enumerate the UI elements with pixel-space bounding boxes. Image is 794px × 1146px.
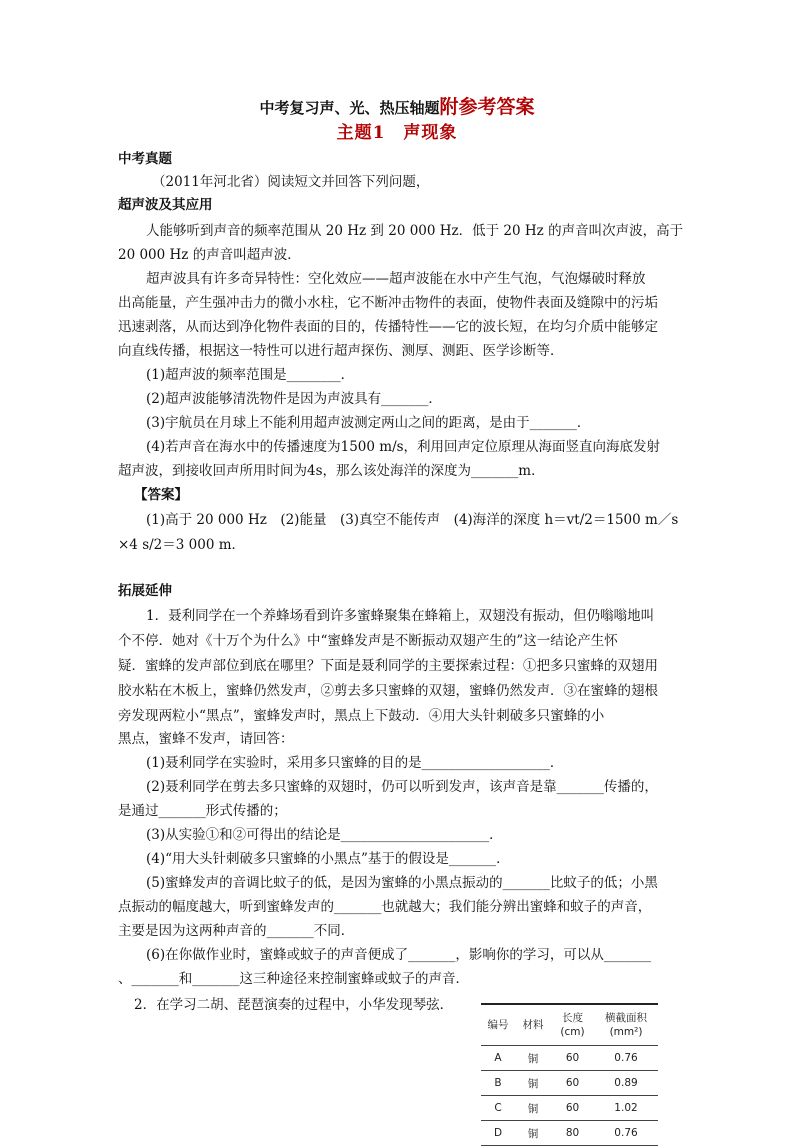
document-title [0,96,794,119]
problem1-question-6-line: 、_______和_______这三种途径来控制蜜蜂或蚊子的声音． [118,971,469,987]
title-main: 中考复习声、光、热压轴题 [259,99,440,117]
problem2-text: 2．在学习二胡、琵琶演奏的过程中，小华发现琴弦． [134,997,454,1013]
string-spec-table [481,1003,658,1146]
table-cell: 60 [551,1096,594,1121]
problem1-question-2-line: (2)聂利同学在剪去多只蜜蜂的双翅时，仍可以听到发声，该声音是靠_______传播的， [146,779,658,795]
problem1-question-4: (4)“用大头针刺破多只蜜蜂的小黑点”基于的假设是_______． [146,851,510,867]
table-header-cell: 编号 [481,1004,515,1046]
table-cell: A [481,1046,515,1071]
problem1-text-line: 个不停．她对《十万个为什么》中“蜜蜂发声是不断振动双翅产生的”这一结论产生怀 [118,633,618,649]
article-para1-line: 人能够听到声音的频率范围从 20 Hz 到 20 000 Hz．低于 20 Hz 的声音叫次声波，高于 [146,223,684,239]
exam-question-3: (3)宇航员在月球上不能利用超声波测定两山之间的距离，是由于_______． [146,415,591,431]
problem1-text-line: 黑点，蜜蜂不发声，请回答： [118,731,294,747]
answer-label: 【答案】 [134,487,188,503]
table-cell: 1.02 [594,1096,658,1121]
table-cell: 60 [551,1046,594,1071]
article-para2-line: 迅速剥落，从而达到净化物件表面的目的，传播特性——它的波长短，在均匀介质中能够定 [118,319,658,335]
title-suffix: 附参考答案 [439,96,535,118]
table-row [481,1096,658,1121]
problem1-question-1: (1)聂利同学在实验时，采用多只蜜蜂的目的是___________________． [146,755,564,771]
problem1-text-line: 疑．蜜蜂的发声部位到底在哪里？下面是聂利同学的主要探索过程：①把多只蜜蜂的双翅用 [118,658,658,674]
table-cell: B [481,1071,515,1096]
table-header-cell: 长度 (cm) [551,1004,594,1046]
table-row [481,1121,658,1146]
exam-question-4-line: 超声波，到接收回声所用时间为4s，那么该处海洋的深度为_______m． [118,463,545,479]
table-cell: 铜 [515,1096,551,1121]
table-header-cell: 横截面积 (mm²) [594,1004,658,1046]
exam-question-1: (1)超声波的频率范围是________． [146,367,355,383]
table-header-cell: 材料 [515,1004,551,1046]
answer-line: ×4 s/2＝3 000 m． [118,537,245,553]
table-cell: 60 [551,1071,594,1096]
table-cell: 0.76 [594,1046,658,1071]
problem1-question-5-line: 主要是因为这两种声音的_______不同． [118,923,355,939]
problem1-question-6-line: (6)在你做作业时，蜜蜂或蚊子的声音便成了_______，影响你的学习，可以从_______ [146,947,652,963]
answer-line: (1)高于 20 000 Hz (2)能量 (3)真空不能传声 (4)海洋的深度 h＝vt/2＝1500 m／s [146,512,679,528]
article-para1-line: 20 000 Hz 的声音叫超声波． [118,247,301,263]
topic-subtitle: 主题1 声现象 [336,123,458,143]
problem1-text-line: 旁发现两粒小“黑点”，蜜蜂发声时，黑点上下鼓动．④用大头针刺破多只蜜蜂的小 [118,708,605,724]
article-para2-line: 向直线传播，根据这一特性可以进行超声探伤、测厚、测距、医学诊断等． [118,343,564,359]
table-cell: 0.76 [594,1121,658,1146]
exam-question-4-line: (4)若声音在海水中的传播速度为1500 m/s，利用回声定位原理从海面竖直向海底发射 [146,439,661,455]
article-title: 超声波及其应用 [118,197,213,213]
table-cell: 铜 [515,1121,551,1146]
problem1-question-3: (3)从实验①和②可得出的结论是______________________． [146,827,503,843]
section-heading-extension: 拓展延伸 [118,583,172,599]
problem1-question-2-line: 是通过_______形式传播的； [118,803,287,819]
table-cell: 80 [551,1121,594,1146]
problem1-question-5-line: (5)蜜蜂发声的音调比蚊子的低，是因为蜜蜂的小黑点振动的_______比蚊子的低；小黑 [146,875,658,891]
exam-question-2: (2)超声波能够清洗物件是因为声波具有_______． [146,391,442,407]
problem1-text-line: 胶水粘在木板上，蜜蜂仍然发声，②剪去多只蜜蜂的双翅，蜜蜂仍然发声．③在蜜蜂的翅根 [118,683,658,699]
table-row [481,1046,658,1071]
table-cell: D [481,1121,515,1146]
problem1-question-5-line: 点振动的幅度越大，听到蜜蜂发声的_______也就越大；我们能分辨出蜜蜂和蚊子的声音， [118,899,652,915]
table-row [481,1071,658,1096]
article-para2-line: 超声波具有许多奇异特性：空化效应——超声波能在水中产生气泡，气泡爆破时释放 [146,271,646,287]
table-cell: 铜 [515,1071,551,1096]
problem1-text-line: 1．聂利同学在一个养蜂场看到许多蜜蜂聚集在蜂箱上，双翅没有振动，但仍嗡嗡地叫 [146,608,655,624]
table-header-row [481,1004,658,1046]
article-para2-line: 出高能量，产生强冲击力的微小水柱，它不断冲击物件的表面，使物件表面及缝隙中的污垢 [118,295,658,311]
table-cell: C [481,1096,515,1121]
table-cell: 铜 [515,1046,551,1071]
exam-intro: （2011年河北省）阅读短文并回答下列问题， [152,174,430,190]
table-cell: 0.89 [594,1071,658,1096]
section-heading-exam: 中考真题 [118,151,172,167]
